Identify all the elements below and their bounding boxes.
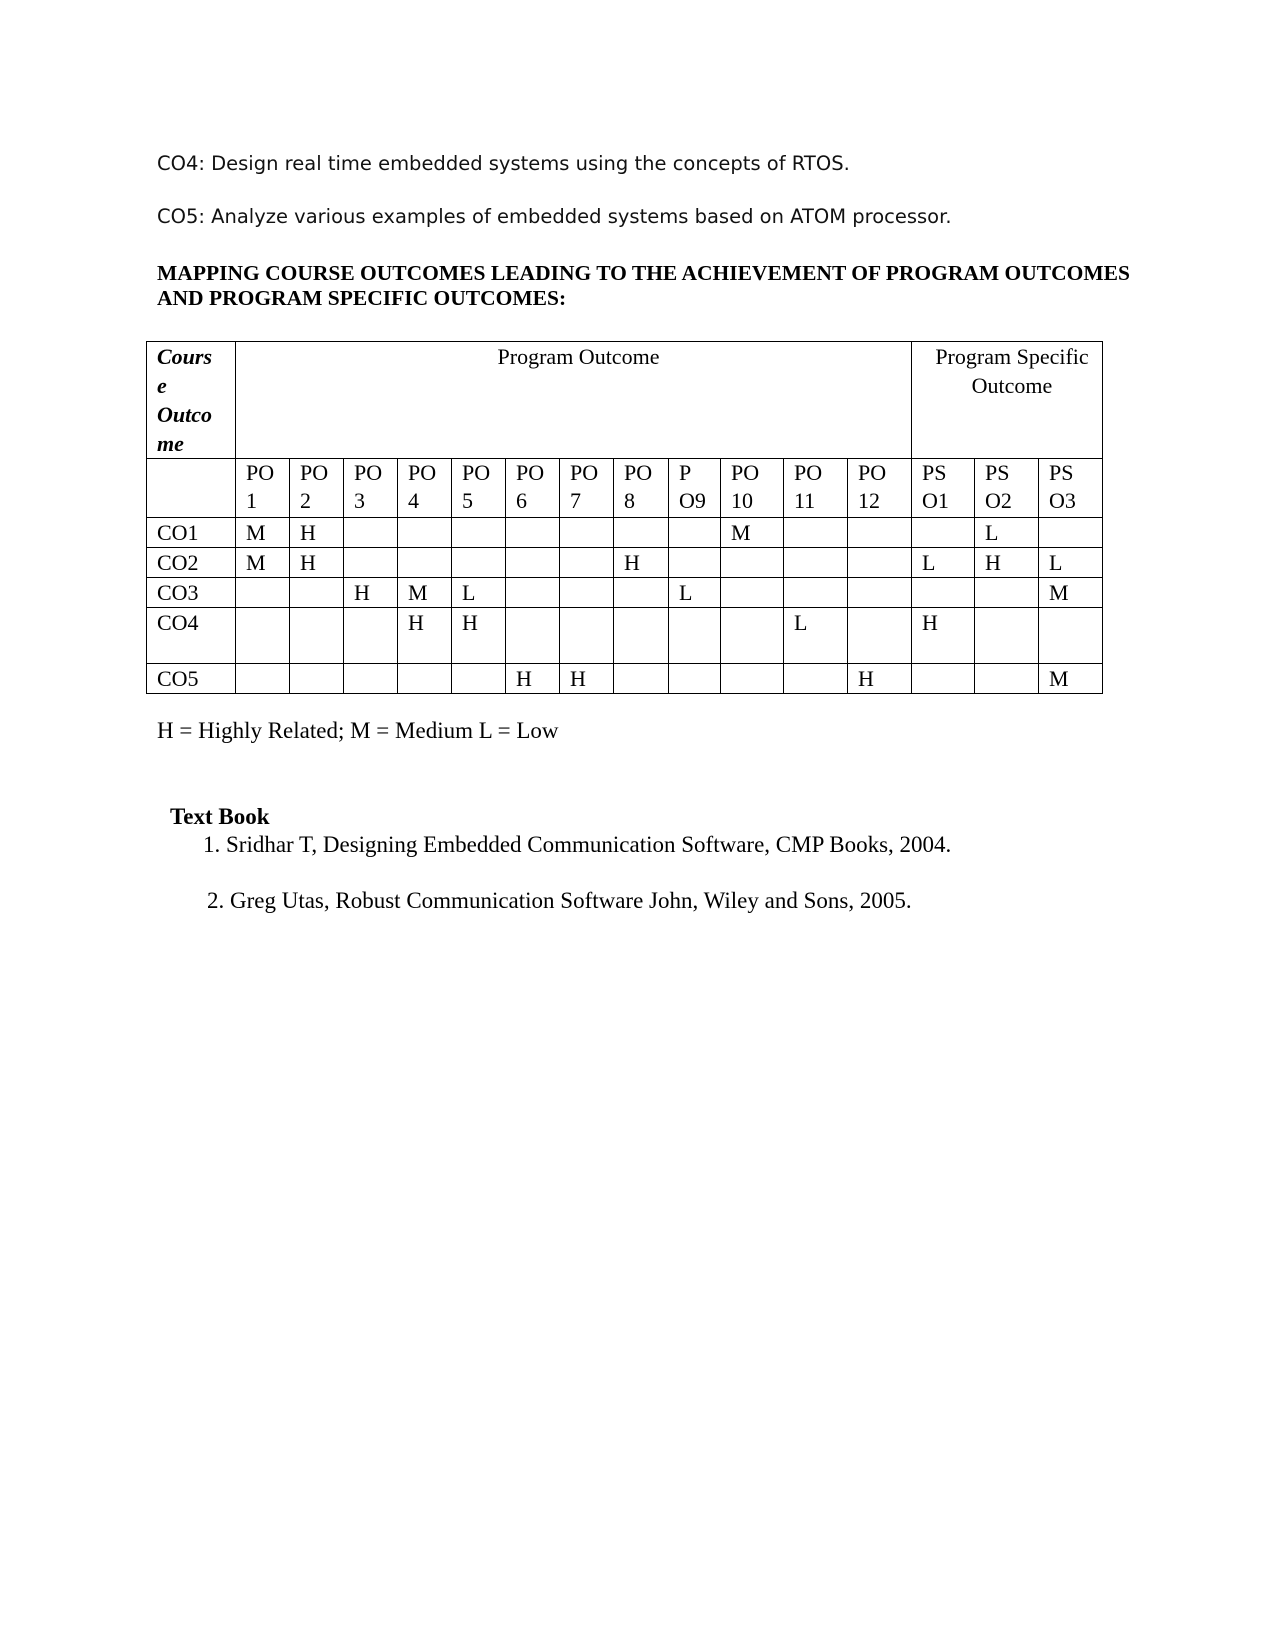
blank-header-cell: [147, 459, 236, 518]
mapping-cell: [784, 578, 848, 608]
course-outcome-label: CO3: [147, 578, 236, 608]
textbook-title: Text Book: [170, 804, 270, 829]
column-header-line: PO: [624, 460, 653, 485]
mapping-cell: [506, 548, 560, 578]
column-header-line: PO: [408, 460, 437, 485]
mapping-cell: H: [614, 548, 669, 578]
mapping-cell: H: [344, 578, 398, 608]
mapping-cell: [975, 608, 1039, 664]
mapping-cell: L: [784, 608, 848, 664]
column-header: [975, 459, 1039, 518]
column-header: [912, 459, 975, 518]
column-header-line: 6: [516, 488, 527, 513]
mapping-cell: [344, 608, 398, 664]
mapping-cell: [452, 664, 506, 694]
pso-header-line: Program Specific: [935, 344, 1089, 369]
table-row: [147, 664, 1103, 694]
mapping-cell: [344, 548, 398, 578]
mapping-cell: [614, 608, 669, 664]
column-header-line: PS: [985, 460, 1010, 485]
column-header-line: PO: [354, 460, 383, 485]
column-header-line: 10: [731, 488, 753, 513]
course-outcome-label: CO1: [147, 518, 236, 548]
corner-line: Outco: [157, 402, 212, 427]
column-header-line: PO: [731, 460, 760, 485]
mapping-cell: [236, 664, 290, 694]
course-outcome-corner-header: [147, 342, 236, 459]
mapping-cell: [398, 664, 452, 694]
column-header-line: PO: [570, 460, 599, 485]
column-header: [669, 459, 721, 518]
mapping-cell: M: [1039, 578, 1103, 608]
mapping-cell: [236, 608, 290, 664]
table-row: [147, 608, 1103, 664]
mapping-cell: H: [975, 548, 1039, 578]
mapping-cell: [614, 518, 669, 548]
mapping-cell: [721, 664, 784, 694]
mapping-cell: H: [912, 608, 975, 664]
mapping-table: [146, 341, 1103, 694]
mapping-cell: [560, 578, 614, 608]
column-header-row: [147, 459, 1103, 518]
column-header-line: 8: [624, 488, 635, 513]
mapping-cell: [1039, 518, 1103, 548]
mapping-cell: H: [506, 664, 560, 694]
mapping-cell: M: [236, 548, 290, 578]
mapping-cell: L: [452, 578, 506, 608]
column-header: [721, 459, 784, 518]
column-header-line: O3: [1049, 488, 1076, 513]
legend: H = Highly Related; M = Medium L = Low: [157, 718, 559, 743]
column-header-line: O2: [985, 488, 1012, 513]
mapping-cell: M: [721, 518, 784, 548]
mapping-cell: [848, 548, 912, 578]
mapping-cell: [848, 608, 912, 664]
mapping-cell: [669, 548, 721, 578]
column-header-line: O1: [922, 488, 949, 513]
column-header: [560, 459, 614, 518]
column-header-line: PO: [246, 460, 275, 485]
mapping-cell: H: [560, 664, 614, 694]
mapping-cell: [560, 518, 614, 548]
corner-line: e: [157, 373, 167, 398]
mapping-cell: [848, 518, 912, 548]
column-header: [236, 459, 290, 518]
column-header-line: 1: [246, 488, 257, 513]
mapping-cell: [1039, 608, 1103, 664]
column-header-line: 12: [858, 488, 880, 513]
mapping-cell: [721, 548, 784, 578]
course-outcome-label: CO2: [147, 548, 236, 578]
mapping-cell: [848, 578, 912, 608]
column-header-line: O9: [679, 488, 706, 513]
mapping-cell: [721, 578, 784, 608]
column-header: [848, 459, 912, 518]
column-header: [784, 459, 848, 518]
column-header-line: 5: [462, 488, 473, 513]
column-header-line: PO: [794, 460, 823, 485]
mapping-cell: M: [1039, 664, 1103, 694]
mapping-cell: [784, 518, 848, 548]
textbook-item-2: 2. Greg Utas, Robust Communication Software John, Wiley and Sons, 2005.: [207, 888, 912, 913]
column-header-line: 7: [570, 488, 581, 513]
mapping-cell: [344, 664, 398, 694]
mapping-cell: [614, 578, 669, 608]
corner-line: Cours: [157, 344, 213, 369]
mapping-cell: [344, 518, 398, 548]
mapping-cell: H: [452, 608, 506, 664]
mapping-cell: [614, 664, 669, 694]
mapping-cell: [560, 548, 614, 578]
mapping-cell: [236, 578, 290, 608]
course-outcome-co5: CO5: Analyze various examples of embedded systems based on ATOM processor.: [157, 205, 952, 228]
column-header-line: 3: [354, 488, 365, 513]
column-header-line: PS: [922, 460, 947, 485]
column-header-line: 4: [408, 488, 419, 513]
mapping-cell: [506, 608, 560, 664]
column-header-line: PO: [300, 460, 329, 485]
mapping-heading: MAPPING COURSE OUTCOMES LEADING TO THE ACHIEVEMENT OF PROGRAM OUTCOMES AND PROGRAM SPECIFIC OUTCOMES:: [157, 261, 1130, 310]
mapping-cell: [560, 608, 614, 664]
mapping-cell: L: [669, 578, 721, 608]
table-row: [147, 518, 1103, 548]
column-header-line: PS: [1049, 460, 1074, 485]
mapping-cell: [912, 664, 975, 694]
column-header: [398, 459, 452, 518]
mapping-cell: [975, 664, 1039, 694]
course-outcome-co4: CO4: Design real time embedded systems using the concepts of RTOS.: [157, 152, 850, 175]
mapping-cell: [669, 518, 721, 548]
mapping-cell: [398, 518, 452, 548]
mapping-cell: [784, 664, 848, 694]
mapping-cell: [290, 578, 344, 608]
mapping-cell: [721, 608, 784, 664]
mapping-cell: [290, 608, 344, 664]
mapping-cell: H: [290, 518, 344, 548]
mapping-cell: [506, 578, 560, 608]
mapping-cell: [452, 518, 506, 548]
mapping-cell: H: [398, 608, 452, 664]
mapping-cell: [452, 548, 506, 578]
program-specific-outcome-group-header: [912, 342, 1103, 459]
column-header-line: P: [679, 460, 692, 485]
column-header: [290, 459, 344, 518]
mapping-cell: H: [290, 548, 344, 578]
mapping-cell: [506, 518, 560, 548]
mapping-cell: M: [398, 578, 452, 608]
course-outcome-label: CO5: [147, 664, 236, 694]
column-header-line: 11: [794, 488, 816, 513]
program-outcome-group-header: Program Outcome: [236, 342, 912, 459]
column-header: [344, 459, 398, 518]
table-row: [147, 578, 1103, 608]
mapping-cell: L: [912, 548, 975, 578]
pso-header-line: Outcome: [971, 373, 1053, 398]
column-header-line: 2: [300, 488, 311, 513]
mapping-cell: [398, 548, 452, 578]
course-outcome-label: CO4: [147, 608, 236, 664]
table-row: [147, 548, 1103, 578]
column-header-line: PO: [858, 460, 887, 485]
mapping-cell: [669, 608, 721, 664]
column-header: [452, 459, 506, 518]
mapping-cell: [290, 664, 344, 694]
column-header-line: PO: [462, 460, 491, 485]
mapping-cell: [912, 578, 975, 608]
column-header: [614, 459, 669, 518]
mapping-cell: L: [975, 518, 1039, 548]
mapping-cell: [669, 664, 721, 694]
corner-line: me: [157, 431, 184, 456]
mapping-cell: L: [1039, 548, 1103, 578]
mapping-cell: [784, 548, 848, 578]
mapping-cell: [975, 578, 1039, 608]
column-header: [506, 459, 560, 518]
textbook-item-1: 1. Sridhar T, Designing Embedded Communication Software, CMP Books, 2004.: [203, 832, 952, 857]
column-header-line: PO: [516, 460, 545, 485]
column-header: [1039, 459, 1103, 518]
mapping-cell: M: [236, 518, 290, 548]
mapping-cell: [912, 518, 975, 548]
mapping-cell: H: [848, 664, 912, 694]
